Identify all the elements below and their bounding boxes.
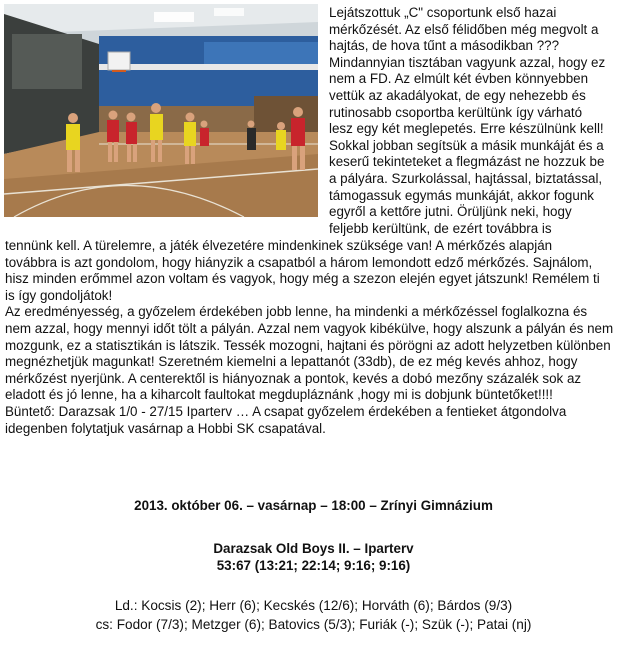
article-line: egyről a kettőre jutni. Örüljünk neki, hogy xyxy=(329,204,572,220)
article-line: feljebb kerültünk, de ezért továbbra is xyxy=(329,220,552,236)
article-line: hisz minden erőmmel azon voltam és vagyok, hogy még a szezon elején egyet játszunk! Remélem ti xyxy=(5,271,600,287)
article-line: lesz egy két meglepetés. Erre készülnünk kell! xyxy=(329,121,604,137)
article-line: mérkőzést nyerjünk. A centerektől is hiányoznak a pontok, kevés a dobó mezőny százalék sok az xyxy=(5,370,582,386)
article-line: Mindannyian tisztában vagyunk azzal, hogy ez xyxy=(329,54,606,70)
article-text-beside-photo xyxy=(329,5,625,237)
article-line: a pályára. Szurkolással, hajtással, biztatással, xyxy=(329,170,603,186)
article-line: idegenben folytatjuk vasárnap a Hobbi SK csapatával. xyxy=(5,420,326,436)
article-line: Lejátszottuk „C" csoportunk első hazai xyxy=(329,5,557,20)
article-text-full-width xyxy=(5,238,623,437)
article-line: nem azzal, hogy mennyi időt tölt a pályán. Azzal nem vagyok kibékülve, hogy alszunk a pályán és nem xyxy=(5,320,614,336)
article-line: Sokkal jobban segítsük a másik munkáját és a xyxy=(329,137,604,153)
article-line: támogassuk egymás munkáját, akkor fogunk xyxy=(329,187,594,203)
article-line: megnézhetjük magunkat! Szeretném kiemelni a lepattanót (33db), de ez még kevés ahhoz, hogy xyxy=(5,354,578,370)
article-line: mérkőzését. Az első félidőben még megvolt a xyxy=(329,21,599,37)
match-score: 53:67 (13:21; 22:14; 9:16; 9:16) xyxy=(216,558,411,573)
article-line: hajtás, de hova tűnt a másodikban ??? xyxy=(329,38,560,54)
article-line: mozgunk, ez a statisztikán is látszik. Tessék mozogni, hajtani és pörögni az adott helyzetben különben xyxy=(5,337,611,353)
article-line: eladott és jó lenne, ha a kiharcolt faultokat megdupláznánk ,hogy mi is dobjunk büntetőket!!!! xyxy=(5,387,553,403)
match-teams: Darazsak Old Boys II. – Iparterv xyxy=(213,541,414,556)
article-line: vettük az akadályokat, de egy nehezebb és xyxy=(329,87,586,103)
article-line: Büntető: Darazsak 1/0 - 27/15 Iparterv … A csapat győzelem érdekében a fentieket átgondolva xyxy=(5,403,567,419)
article-line: tennünk kell. A türelemre, a játék élvezetére mindenkinek szüksége van! A mérkőzés alapján xyxy=(5,238,553,253)
article-line: rutinosabb csoportba kerültünk így várható xyxy=(329,104,583,120)
article-line: is így gondoljátok! xyxy=(5,287,113,303)
roster-line-home: Ld.: Kocsis (2); Herr (6); Kecskés (12/6); Horváth (6); Bárdos (9/3) xyxy=(114,598,513,613)
article-line: továbbra is azt gondolom, hogy hiányzik a csapatból a három lemondott edző mérkőzés. Sajnálom, xyxy=(5,254,593,270)
roster-line-continued: cs: Fodor (7/3); Metzger (6); Batovics (5/3); Furiák (-); Szük (-); Patai (nj) xyxy=(95,617,532,632)
basketball-game-photo xyxy=(4,4,318,217)
article-line: keserű tekinteteket a flegmázást ne hozzuk be xyxy=(329,154,605,170)
article-line: nem a FD. Az elmúlt két évben könnyebben xyxy=(329,71,589,87)
article-line: Az eredményesség, a győzelem érdekében jobb lenne, ha mindenki a mérkőzéssel foglalkozna és xyxy=(5,304,588,320)
match-date-venue: 2013. október 06. – vasárnap – 18:00 – Zrínyi Gimnázium xyxy=(134,498,493,513)
